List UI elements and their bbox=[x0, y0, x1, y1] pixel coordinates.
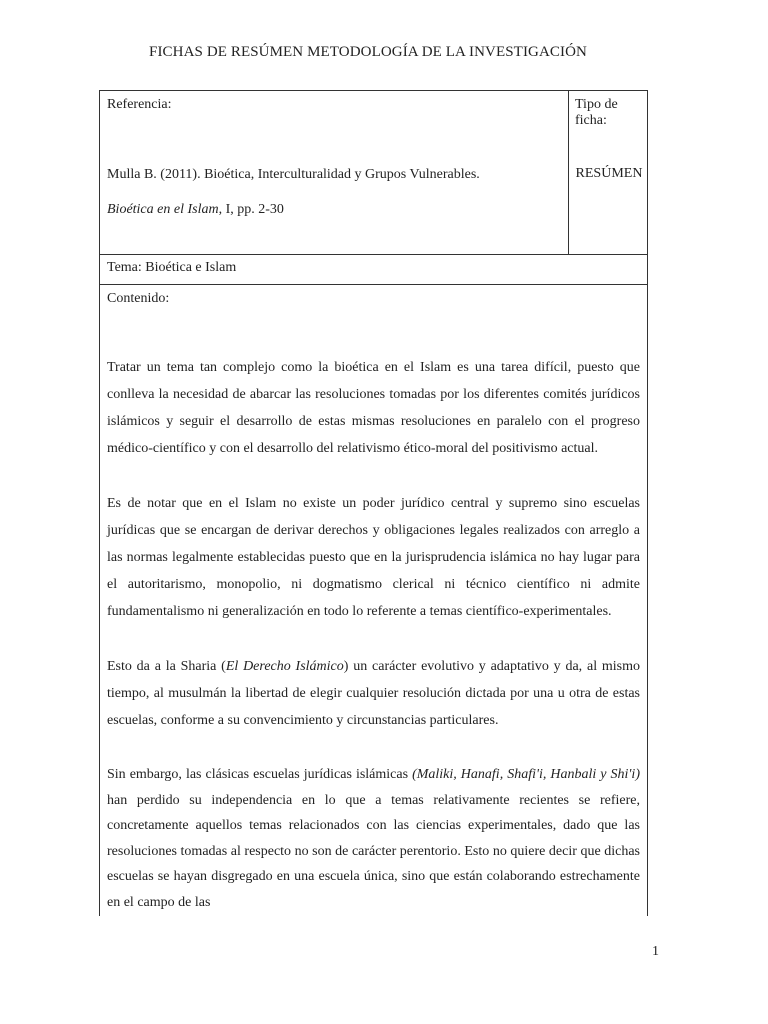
card-type-label: Tipo de ficha: bbox=[575, 97, 618, 128]
citation-journal: Bioética en el Islam bbox=[107, 202, 219, 217]
paragraph-text: Esto da a la Sharia ( bbox=[107, 659, 226, 674]
content-paragraph: Es de notar que en el Islam no existe un poder jurídico central y supremo sino escuelas jurídicas que se encargan de derivar derechos y obligaciones legales realizados con arreglo a las normas legalmente establecidas puesto que en la jurisprudencia islámica no hay lugar para el autoritarismo, monopolio, ni dogmatismo clerical ni técnico científico ni admite fundamentalismo ni generalización en todo lo referente a temas científico-experimentales. bbox=[107, 496, 640, 619]
citation-line-2 bbox=[107, 201, 284, 219]
paragraph-text: Sin embargo, las clásicas escuelas jurídicas islámicas bbox=[107, 767, 413, 782]
paragraph-text: han perdido su independencia en lo que a temas relativamente recientes se refiere, concretamente aquellos temas relacionados con las ciencias experimentales, dado que las resoluciones tomadas al respecto no son de carácter perentorio. Esto no quiere decir que dichas escuelas se hayan disgregado en una escuela única, sino que están colaborando estrechamente en el campo de las bbox=[107, 792, 640, 910]
content-cell bbox=[100, 285, 647, 916]
paragraph-italic-text: El Derecho Islámico bbox=[225, 659, 344, 674]
paragraph-italic-text: (Maliki, Hanafi, Shafi'i, Hanbali y Shi'i) bbox=[412, 767, 640, 782]
summary-card bbox=[99, 90, 648, 916]
reference-label: Referencia: bbox=[107, 97, 172, 112]
paragraph-text: ) un carácter evolutivo y adaptativo y da, al mismo tiempo, al musulmán la libertad de elegir cualquier resolución dictada por una u otra de estas escuelas, conforme a su convencimiento y circunstancias particulares. bbox=[107, 659, 640, 728]
content-paragraph bbox=[107, 653, 640, 734]
card-type-cell bbox=[569, 91, 648, 254]
content-paragraph: Tratar un tema tan complejo como la bioética en el Islam es una tarea difícil, puesto que conlleva la necesidad de abarcar las resoluciones tomadas por los diferentes comités jurídicos islámicos y seguir el desarrollo de estas mismas resoluciones en paralelo con el progreso médico-científico y con el desarrollo del relativismo ético-moral del positivismo actual. bbox=[107, 360, 640, 456]
content-paragraph bbox=[107, 762, 640, 915]
citation-line-1: Mulla B. (2011). Bioética, Interculturalidad y Grupos Vulnerables. bbox=[107, 167, 480, 182]
reference-row bbox=[100, 91, 647, 255]
reference-cell bbox=[100, 91, 569, 254]
page-title: FICHAS DE RESÚMEN METODOLOGÍA DE LA INVESTIGACIÓN bbox=[149, 44, 587, 60]
topic-row: Tema: Bioética e Islam bbox=[100, 255, 647, 285]
content-label: Contenido: bbox=[107, 291, 170, 306]
citation-volume-pages: , I, pp. 2-30 bbox=[218, 202, 284, 217]
card-type-value: RESÚMEN bbox=[575, 166, 643, 181]
page-number: 1 bbox=[652, 944, 659, 959]
